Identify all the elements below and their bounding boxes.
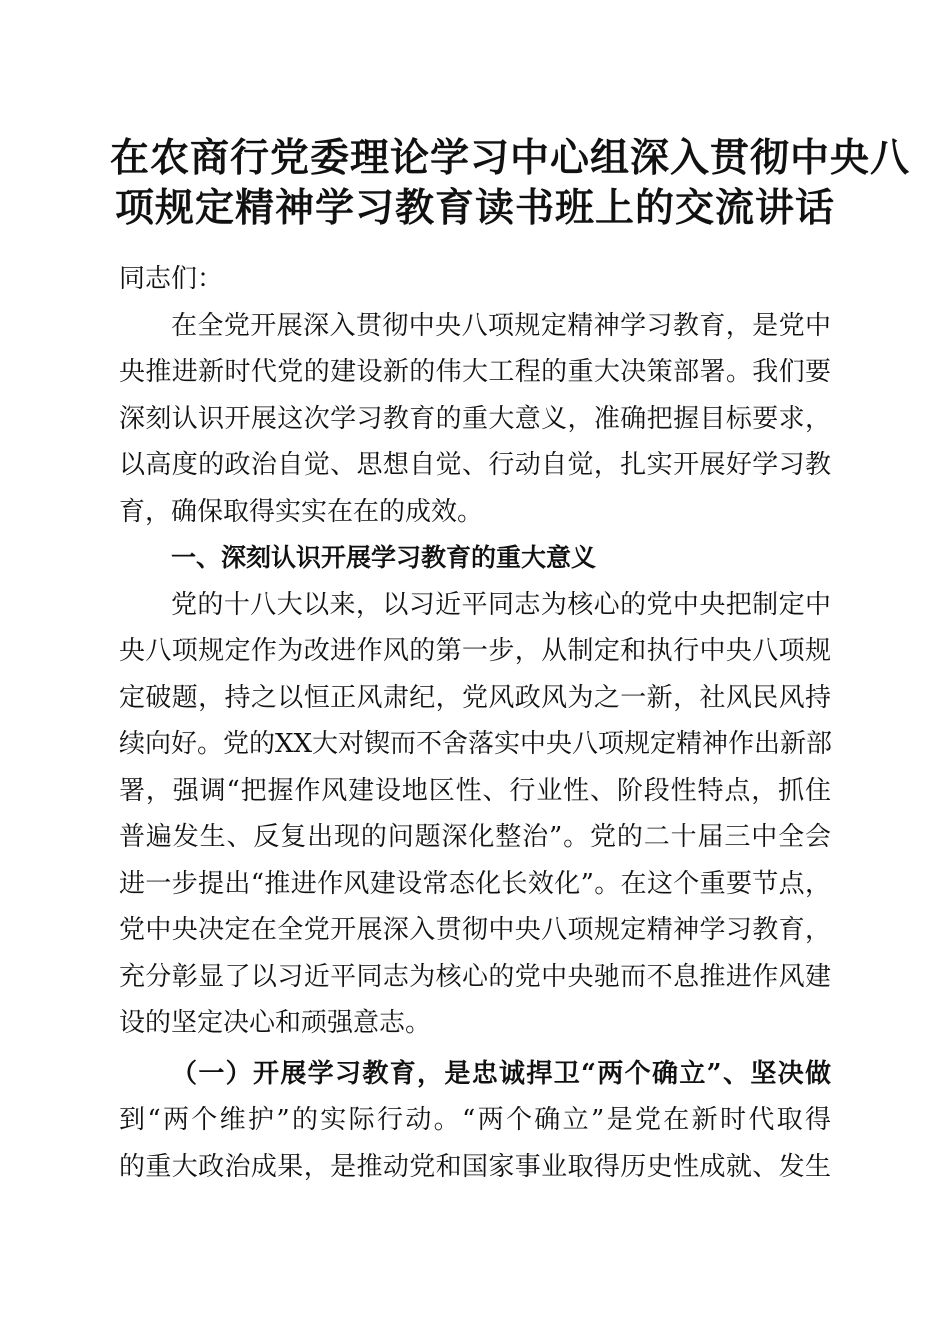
text-line: 普遍发生、反复出现的问题深化整治”。党的二十届三中全会 (119, 822, 831, 852)
text-line: 深刻认识开展这次学习教育的重大意义，准确把握目标要求， (119, 403, 831, 434)
document-body (119, 256, 831, 1190)
text-line: 到“两个维护”的实际行动。“两个确立”是党在新时代取得 (119, 1105, 831, 1135)
text-line: 央推进新时代党的建设新的伟大工程的重大决策部署。我们要 (119, 357, 831, 387)
text-line: 的重大政治成果，是推动党和国家事业取得历史性成就、发生 (119, 1151, 831, 1182)
paragraph-intro (119, 303, 831, 536)
text-line: 党中央决定在全党开展深入贯彻中央八项规定精神学习教育， (119, 915, 831, 945)
text-line: 续向好。党的XX大对锲而不舍落实中央八项规定精神作出新部 (119, 729, 833, 759)
text-line: 署，强调“把握作风建设地区性、行业性、阶段性特点，抓住 (119, 775, 831, 806)
title-line: 在农商行党委理论学习中心组深入贯彻中央八 (110, 135, 911, 181)
text-line: 央八项规定作为改进作风的第一步，从制定和执行中央八项规 (119, 636, 831, 666)
paragraph-significance (119, 582, 831, 1047)
text-line: 在全党开展深入贯彻中央八项规定精神学习教育，是党中 (171, 310, 831, 341)
text-line: 设的坚定决心和顽强意志。 (119, 1008, 432, 1038)
title-line: 项规定精神学习教育读书班上的交流讲话 (114, 185, 835, 231)
text-line: 定破题，持之以恒正风肃纪，党风政风为之一新，社风民风持 (119, 682, 831, 713)
paragraph-subsection-1 (119, 1051, 831, 1191)
text-line: 进一步提出“推进作风建设常态化长效化”。在这个重要节点， (119, 868, 831, 899)
text-line: 党的十八大以来，以习近平同志为核心的党中央把制定中 (171, 589, 831, 620)
text-line: 育，确保取得实实在在的成效。 (119, 496, 484, 527)
salutation: 同志们： (119, 264, 224, 294)
section-heading: 一、深刻认识开展学习教育的重大意义 (171, 543, 597, 572)
subsection-heading-line: （一）开展学习教育，是忠诚捍卫“两个确立”、坚决做 (171, 1058, 831, 1089)
document-title (110, 133, 911, 233)
text-line: 充分彰显了以习近平同志为核心的党中央驰而不息推进作风建 (119, 961, 831, 992)
text-line: 以高度的政治自觉、思想自觉、行动自觉，扎实开展好学习教 (119, 450, 831, 480)
